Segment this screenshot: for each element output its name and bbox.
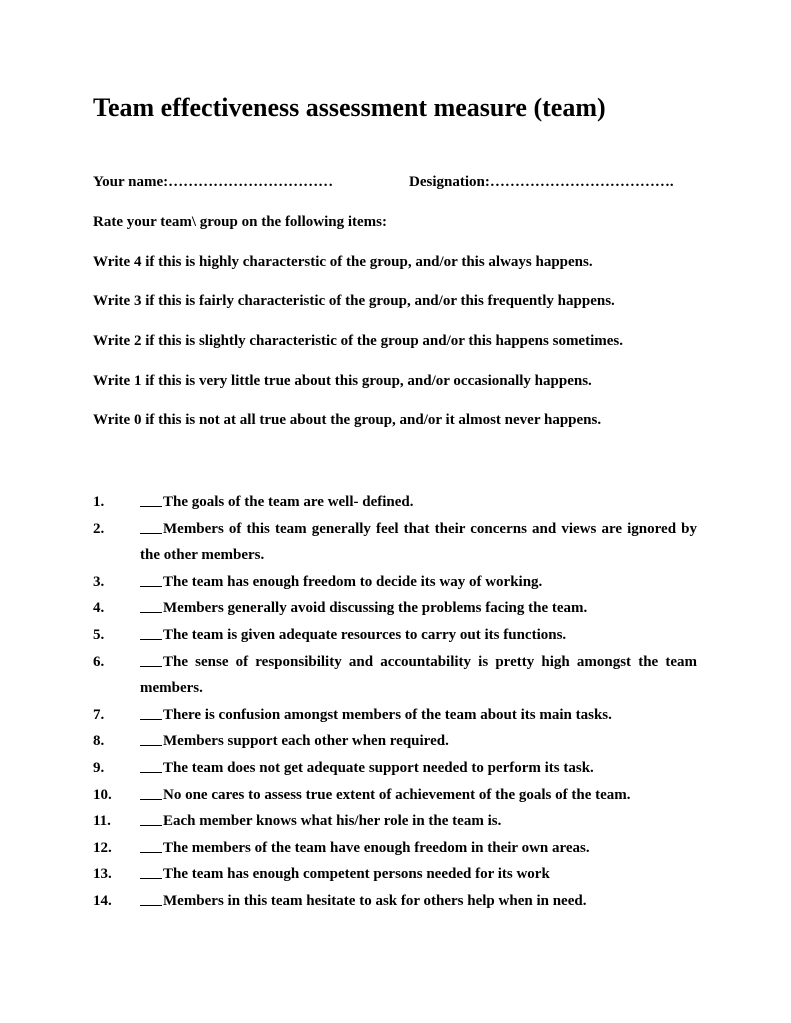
score-blank <box>140 625 162 640</box>
item-number: 2. <box>93 520 105 537</box>
assessment-item <box>93 569 697 596</box>
score-blank <box>140 492 162 507</box>
assessment-item <box>93 755 697 782</box>
score-blank <box>140 758 162 773</box>
your-name-field: Your name:…………………………… <box>93 174 334 190</box>
assessment-item <box>93 622 697 649</box>
score-blank <box>140 891 162 906</box>
item-number: 3. <box>93 573 105 590</box>
item-number: 4. <box>93 600 105 617</box>
item-number: 8. <box>93 733 105 750</box>
score-blank <box>140 838 162 853</box>
rating-instruction-3: Write 3 if this is fairly characteristic of the group, and/or this frequently happens. <box>93 293 615 309</box>
item-text: The members of the team have enough freedom in their own areas. <box>163 839 590 856</box>
item-text: The team has enough competent persons needed for its work <box>163 866 550 883</box>
score-blank <box>140 598 162 613</box>
item-number: 13. <box>93 866 112 883</box>
item-text: The team does not get adequate support needed to perform its task. <box>163 759 594 776</box>
designation-field: Designation:………………………………. <box>409 174 674 190</box>
rating-instruction-0: Write 0 if this is not at all true about the group, and/or it almost never happens. <box>93 412 602 428</box>
item-number: 6. <box>93 653 105 670</box>
assessment-item <box>93 595 697 622</box>
item-text: Members support each other when required. <box>163 733 449 750</box>
score-blank <box>140 731 162 746</box>
assessment-item <box>93 702 697 729</box>
assessment-item <box>93 649 697 702</box>
item-number: 7. <box>93 706 105 723</box>
item-number: 12. <box>93 839 112 856</box>
item-text: Members in this team hesitate to ask for others help when in need. <box>163 892 587 909</box>
assessment-item <box>93 516 697 569</box>
item-text: The team has enough freedom to decide its way of working. <box>163 573 543 590</box>
assessment-item <box>93 808 697 835</box>
assessment-item <box>93 835 697 862</box>
score-blank <box>140 519 162 534</box>
rating-instruction-1: Write 1 if this is very little true about this group, and/or occasionally happens. <box>93 373 592 389</box>
item-text: The team is given adequate resources to carry out its functions. <box>163 626 567 643</box>
rating-instruction-2: Write 2 if this is slightly characteristic of the group and/or this happens sometimes. <box>93 333 623 349</box>
item-number: 5. <box>93 626 105 643</box>
assessment-item <box>93 782 697 809</box>
respondent-fields <box>93 174 733 194</box>
item-number: 11. <box>93 813 111 830</box>
item-text: Each member knows what his/her role in the team is. <box>163 813 502 830</box>
item-text: The sense of responsibility and accountability is pretty high amongst the team members. <box>140 653 697 697</box>
item-number: 14. <box>93 892 112 909</box>
item-text: No one cares to assess true extent of achievement of the goals of the team. <box>163 786 631 803</box>
assessment-item <box>93 861 697 888</box>
item-number: 10. <box>93 786 112 803</box>
score-blank <box>140 811 162 826</box>
score-blank <box>140 652 162 667</box>
item-number: 9. <box>93 759 105 776</box>
assessment-item <box>93 888 697 915</box>
score-blank <box>140 572 162 587</box>
item-text: Members of this team generally feel that their concerns and views are ignored by the other members. <box>140 520 697 564</box>
score-blank <box>140 864 162 879</box>
score-blank <box>140 785 162 800</box>
rating-instruction-4: Write 4 if this is highly characterstic of the group, and/or this always happens. <box>93 254 593 270</box>
rating-instruction-intro: Rate your team\ group on the following items: <box>93 214 388 230</box>
item-text: There is confusion amongst members of the team about its main tasks. <box>163 706 612 723</box>
assessment-items-list <box>93 489 697 915</box>
item-text: Members generally avoid discussing the problems facing the team. <box>163 600 588 617</box>
page-title: Team effectiveness assessment measure (team) <box>93 93 606 122</box>
item-number: 1. <box>93 494 105 510</box>
assessment-item <box>93 489 697 516</box>
assessment-item <box>93 728 697 755</box>
item-text: The goals of the team are well- defined. <box>163 494 414 510</box>
score-blank <box>140 705 162 720</box>
